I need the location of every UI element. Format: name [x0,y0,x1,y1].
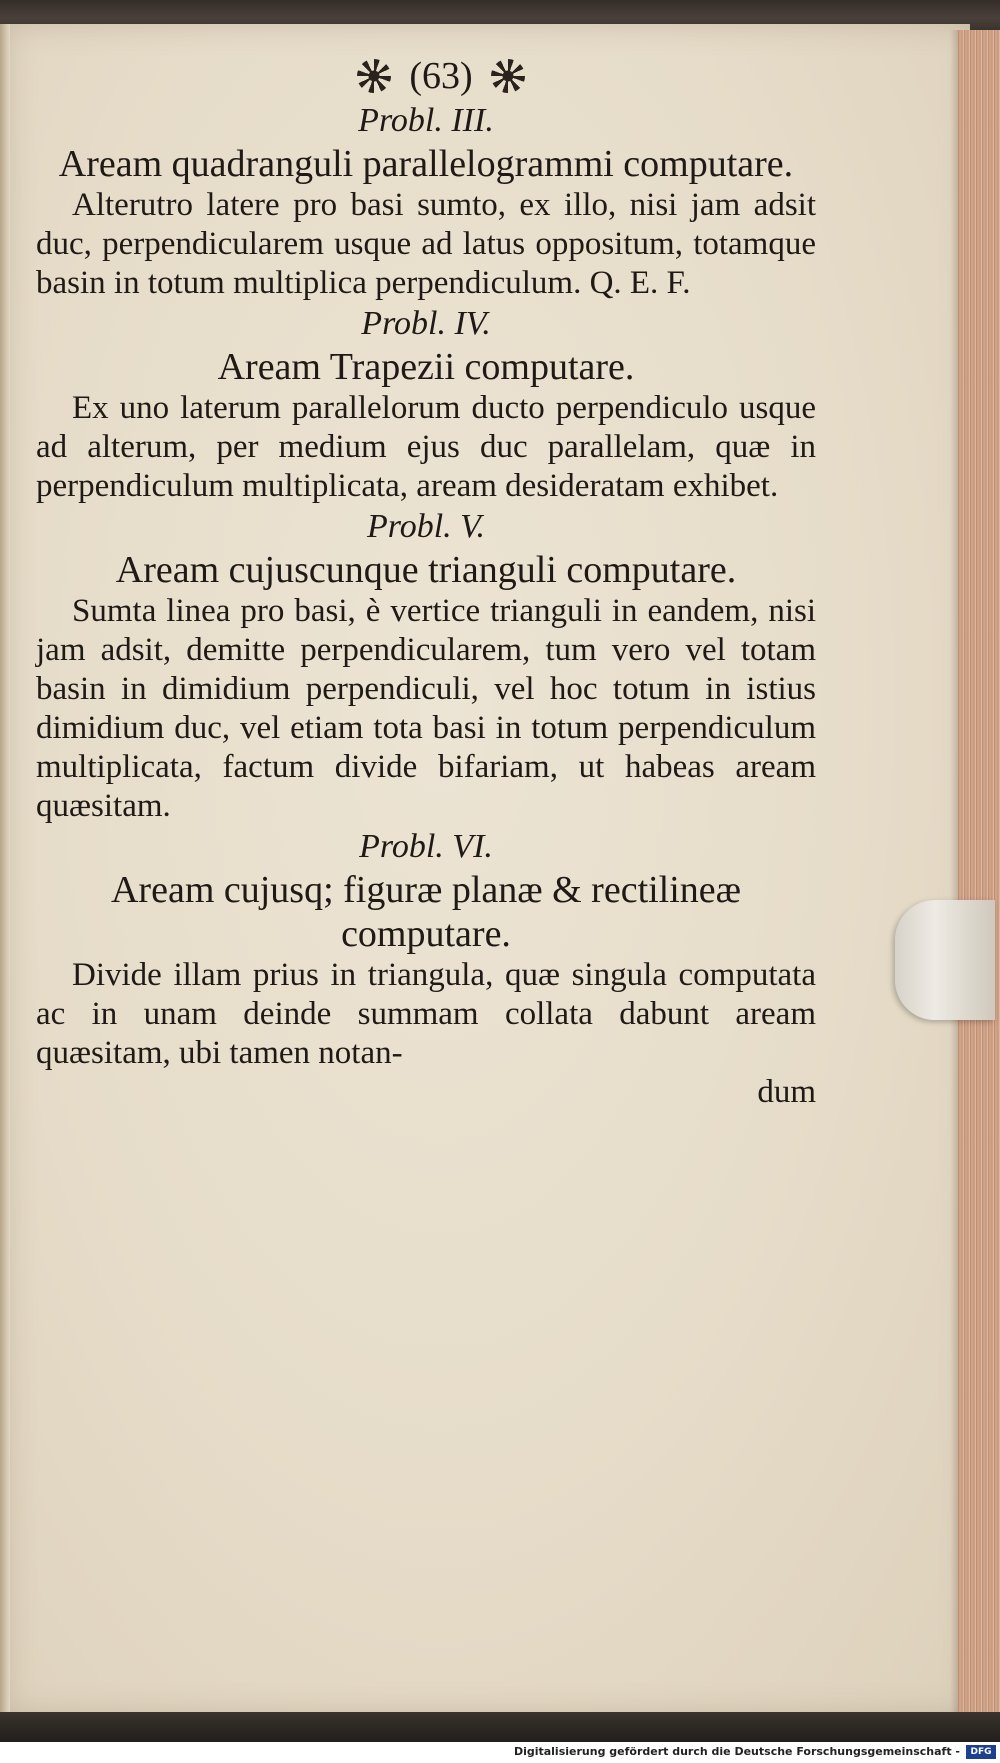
problem-heading: Probl. VI. [359,828,493,865]
problem-title: Aream quadranguli parallelogrammi computare. [58,143,794,185]
dfg-logo-icon: DFG [966,1745,996,1759]
catchword: dum [757,1074,816,1110]
digitization-footer [0,1742,1000,1763]
page-number: (63) [409,55,473,97]
problem-text: Divide illam prius in triangula, quæ singula computata ac in unam deinde summam collata dabunt aream quæsitam, ubi tamen notan- [36,957,816,1071]
problem-section [36,303,816,506]
problem-section [36,100,816,303]
book-bottom-edge [0,1712,1000,1742]
problem-section [36,826,816,1073]
problem-title: Aream cujusq; figuræ planæ & rectilineæ computare. [110,869,742,955]
page-gutter [0,24,10,1714]
problem-heading: Probl. V. [366,508,486,545]
problem-heading: Probl. IV. [361,305,491,342]
problem-text: Sumta linea pro basi, è vertice trianguli in eandem, nisi jam adsit, demitte perpendicularem, tum vero vel totam basin in dimidium perpendiculi, vel hoc totum in istius dimidium duc, vel etiam tota basi in totum perpendiculum multiplicata, factum divide bifariam, ut habeas aream quæsitam. [36,593,816,824]
book-fore-edge [958,30,1000,1720]
rosette-ornament-icon [491,59,525,93]
page-clip [895,900,995,1020]
problem-heading: Probl. III. [358,102,494,139]
funding-credit: Digitalisierung gefördert durch die Deutsche Forschungsgemeinschaft - [513,1745,960,1758]
problem-section [36,506,816,826]
page-text [36,52,816,1112]
problem-title: Aream Trapezii computare. [217,346,635,388]
problem-title: Aream cujuscunque trianguli computare. [115,549,737,591]
problem-text: Alterutro latere pro basi sumto, ex illo, nisi jam adsit duc, perpendicularem usque ad latus oppositum, totamque basin in totum multiplica perpendiculum. Q. E. F. [36,187,816,301]
page-header [66,52,816,100]
problem-text: Ex uno laterum parallelorum ducto perpendiculo usque ad alterum, per medium ejus duc parallelam, quæ in perpendiculum multiplicata, aream desideratam exhibet. [36,390,816,504]
rosette-ornament-icon [357,59,391,93]
